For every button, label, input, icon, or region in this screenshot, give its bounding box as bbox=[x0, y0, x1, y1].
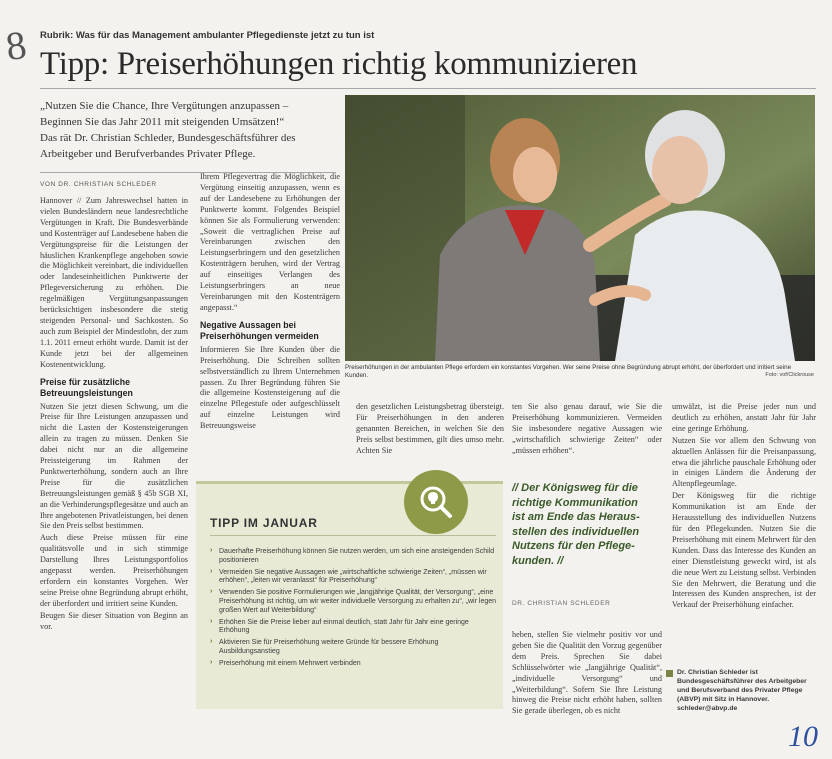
handwritten-mark: 8 bbox=[2, 21, 30, 70]
tip-item: › Aktivieren Sie für Preiserhöhung weitere Gründe für bessere Erhöhung Ausbildungsanstieg bbox=[210, 639, 500, 656]
subheading-line: Preiserhöhungen vermeiden bbox=[200, 330, 319, 341]
title-divider bbox=[40, 88, 816, 89]
lead-line: „Nutzen Sie die Chance, Ihre Vergütungen anzupassen – bbox=[40, 100, 289, 112]
body-paragraph: Nutzen Sie vor allem den Schwung von aktuellen Anlässen für die Preisanpassung, etwa die jährliche pauschale Erhöhung oder in einigen Ländern die Änderung der Altenpflegeumlage. bbox=[672, 435, 816, 489]
subheading-line: Betreuungsleistungen bbox=[40, 387, 133, 398]
subheading-negative-aussagen bbox=[200, 320, 340, 342]
rubric-kicker: Rubrik: Was für das Management ambulanter Pflegedienste jetzt zu tun ist bbox=[40, 30, 375, 41]
quote-line: richtige Kommunikation bbox=[512, 496, 638, 509]
tip-item: › Preiserhöhung mit einem Mehrwert verbinden bbox=[210, 660, 500, 669]
article-column-3 bbox=[356, 402, 504, 468]
quote-line: Nutzens für den Pflege- bbox=[512, 540, 635, 552]
lead-line: Das rät Dr. Christian Schleder, Bundesgeschäftsführer des bbox=[40, 132, 296, 144]
body-paragraph: Informieren Sie Ihre Kunden über die Preiserhöhung. Die Schreiben sollten selbstverständlich zu Ihrem Unternehmen passen. Zu Ihrer Begründung führen Sie die allgemeine Kostensteigerung auf die einzelne Pflegestufe oder aufgeschlüsselt auf einzelne Leistungen wird Betreuungsweise bbox=[200, 344, 340, 431]
quote-line: kunden. // bbox=[512, 554, 564, 567]
photo-caption: Preiserhöhungen in der ambulanten Pflege erfordern ein konstantes Vorgehen. Wer seine Preise ohne Begründung abrupt erhöht, der überfordert und irritiert seine Kunden. bbox=[345, 364, 792, 379]
magnifier-lightbulb-icon bbox=[404, 470, 468, 534]
lead-line: Beginnen Sie das Jahr 2011 mit steigenden Umsätzen!“ bbox=[40, 116, 285, 128]
article-photo bbox=[345, 95, 815, 361]
lead-paragraph bbox=[40, 98, 336, 162]
body-paragraph: Hannover // Zum Jahreswechsel hatten in vielen Bundesländern neue landesrechtliche Vergütungen in Kraft. Die Bundesverbände und Kostenträger auf Landesebene haben die Vergütungspreise für die Leistungen der häuslichen Krankenpflege angehoben sowie die Möglichkeit vereinbart, die individuellen oder landeseinheitlichen Punktwerte der Pflegeversicherung zu erhöhen. Die regelmäßigen Vergütungsanpassungen berücksichtigen insbesondere die stetig steigenden Personal- und Sachkosten. So auch zum Beispiel der Mindestlohn, der zum 1.1. 2011 erneut erhöht wurde. Damit ist der Kunde jetzt bei der allgemeinen Kostenentwicklung. bbox=[40, 196, 188, 369]
body-paragraph: ten Sie also genau darauf, wie Sie die Preiserhöhung kommunizieren. Vermeiden Sie insbesondere negative Aussagen wie „wirtschaftlich schwierige Zeiten“ oder „müssen erhöhen“. bbox=[512, 402, 662, 455]
body-paragraph: umwälzt, ist die Preise jeder nun und deutlich zu erhöhen, anstatt Jahr für Jahr eine geringe Erhöhung. bbox=[672, 402, 816, 433]
body-paragraph: Auch diese Preise müssen für eine qualitätsvolle und in sich stimmige Darstellung Ihres Leistungsportfolios angepasst werden. Preiserhöhungen erfordern ein konstantes Vorgehen. Wer seine Preise ohne Begründung abrupt erhöht, der überfordert und irritiert seine Kunden. bbox=[40, 533, 188, 608]
author-bio: Dr. Christian Schleder ist Bundesgeschäftsführer des Arbeitgeber und Berufsverband des Privater Pflege (ABVP) mit Sitz in Hannover. schleder@abvp.de bbox=[677, 669, 807, 712]
body-paragraph: Nutzen Sie jetzt diesen Schwung, um die Preise für Ihre Leistungen anzupassen und nicht die Lasten der Kostensteigerungen allein zu tragen zu müssen. Denken Sie dabei nicht nur an die allgemeine Preissteigerung im Rahmen der Punktwerterhöhung, sondern auch an Ihre Preise für die zusätzlichen Betreuungsleistungen gemäß § 45b SGB XI, an die Verhinderungspflegesätze und auch an Ihre angebotenen Privatleistungen, bei denen Sie den Preis selbst bestimmen. bbox=[40, 401, 188, 531]
body-paragraph: Beugen Sie dieser Situation von Beginn an vor. bbox=[40, 610, 188, 631]
quote-line: stellen des individuellen bbox=[512, 525, 640, 538]
quote-author: DR. CHRISTIAN SCHLEDER bbox=[512, 600, 611, 607]
tip-item: › Verwenden Sie positive Formulierungen wie „langjährige Qualität, der Versorgung“, „eine Preiserhöhung ist richtig, um wir weiter individuelle Versorgung zu erhalten zu“, „wir legen großen Wert auf Weiterbildung“ bbox=[210, 589, 500, 615]
subheading-line: Negative Aussagen bei bbox=[200, 319, 296, 330]
article-column-5 bbox=[672, 402, 816, 660]
quote-line: // Der Königsweg für die bbox=[512, 482, 638, 494]
body-paragraph: Der Königsweg für die richtige Kommunikation ist am Ende der Herausstellung des individuellen Nutzens für den Pflegekunden. Nutzen Sie die Preiserhöhung mit einem Mehrwert für den Kunden. Dass das Interesse des Kunden an einer Dienstleistung geweckt wird, ist als die neue Wert zu Leistung selbst. Verbinden Sie den Mehrwert, die Beratung und die Interessen des Kunden ansprechen, ist der Verkauf der Preiserhöhung einfacher. bbox=[672, 491, 816, 610]
article-column-4 bbox=[512, 402, 662, 468]
article-column-2 bbox=[200, 172, 340, 472]
tip-item: › Vermeiden Sie negative Aussagen wie „wirtschaftliche schwierige Zeiten“, „müssen wir erhöhen“, „leiten wir veranlasst“ für Preiserhöhung“ bbox=[210, 569, 500, 586]
tip-list bbox=[210, 548, 500, 672]
tip-item: › Erhöhen Sie die Preise lieber auf einmal deutlich, statt Jahr für Jahr eine geringe Erhöhung bbox=[210, 619, 500, 636]
caregiver-photo-illustration bbox=[345, 95, 815, 361]
tip-item: › Dauerhafte Preiserhöhung können Sie nutzen werden, um sich eine ansteigenden Schild positionieren bbox=[210, 548, 500, 565]
quote-line: ist am Ende das Heraus- bbox=[512, 511, 640, 523]
article-column-1 bbox=[40, 196, 188, 736]
subheading-line: Preise für zusätzliche bbox=[40, 376, 130, 387]
tip-title: TIPP IM JANUAR bbox=[210, 516, 318, 530]
photo-credit: Foto: vof/Clickrouse bbox=[765, 372, 814, 378]
body-paragraph: heben, stellen Sie vielmehr positiv vor und geben Sie die Qualität den Vorzug gegenüber dem Preis. Sprechen Sie dabei Schlüsselwörter wie „langjährige Qualität“, „individuelle Versorgung“ und „Weiterbildung“. Sofern Sie Ihre Leistung hinweg die Preise nicht erhöht haben, sollten Sie gerade überlegen, ob es nicht bbox=[512, 630, 662, 716]
article-column-3b bbox=[512, 630, 662, 742]
tip-divider bbox=[210, 535, 496, 536]
body-paragraph: Ihrem Pflegevertrag die Möglichkeit, die Vergütung einseitig anzupassen, wenn es auf der Landesebene zu Erhöhungen der Punktwerte kommt. Folgendes Beispiel können Sie als Formulierung verwenden: „Soweit die vertraglichen Preise auf Vereinbarungen zwischen den Leistungserbringern und den gesetzlichen Kostenträgern beruhen, wird der Vertrag auf einseitiges Verlangen des Leistungserbringers an neue Vereinbarungen mit den Kostenträgern angepasst.“ bbox=[200, 172, 340, 312]
article-title: Tipp: Preiserhöhungen richtig kommunizieren bbox=[40, 46, 638, 82]
body-paragraph: den gesetzlichen Leistungsbetrag übersteigt. Für Preiserhöhungen in den anderen genannten Bereichen, in welchen Sie den Preis selbst bestimmen, gilt dies umso mehr. Achten Sie bbox=[356, 402, 504, 455]
page-number: 10 bbox=[788, 720, 818, 753]
lead-line: Arbeitgeber und Berufverbandes Privater Pflege. bbox=[40, 148, 256, 160]
subheading-betreuung bbox=[40, 377, 188, 399]
byline: VON DR. CHRISTIAN SCHLEDER bbox=[40, 181, 157, 188]
